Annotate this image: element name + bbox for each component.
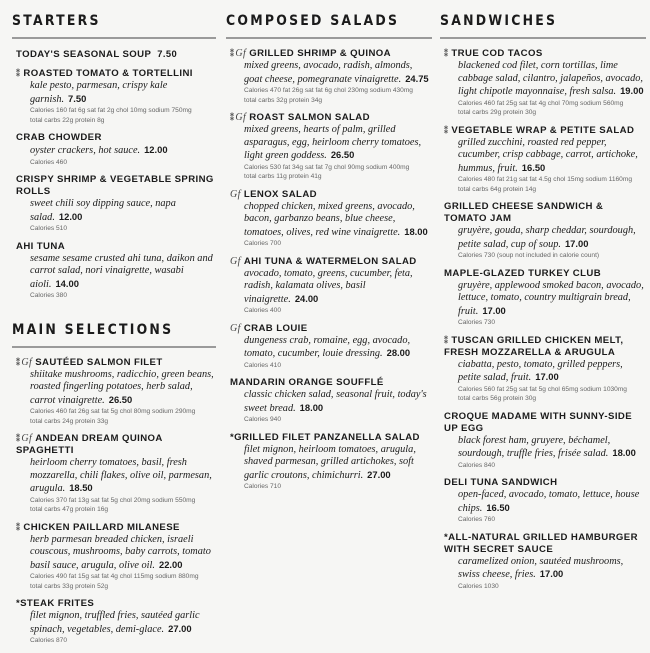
column-middle — [226, 12, 432, 499]
item-description — [444, 556, 646, 582]
item-name — [444, 477, 646, 489]
item-nutrition: Calories 510 — [30, 225, 68, 232]
item-price: 17.00 — [482, 304, 506, 316]
item-description — [444, 489, 646, 515]
item-nutrition: Calories 940 — [244, 416, 282, 423]
item-price: 17.00 — [564, 237, 589, 249]
item-description — [16, 80, 216, 106]
item-description — [230, 124, 432, 163]
item-name — [230, 377, 432, 389]
menu-item — [12, 48, 216, 61]
item-description-text: filet mignon, truffled fries, sautéed garlic spinach, vegetables, demi-glace. — [30, 610, 200, 635]
item-price: 18.00 — [612, 447, 636, 458]
item-description-text: kale pesto, parmesan, crispy kale garnish. — [30, 80, 168, 105]
gluten-free-icon: Gf — [230, 322, 241, 334]
item-name — [230, 189, 432, 201]
item-name — [16, 68, 216, 80]
gluten-free-icon: Gf — [230, 188, 241, 200]
item-name-text: TODAY'S SEASONAL SOUP — [16, 49, 152, 60]
item-description — [16, 610, 216, 636]
item-description-text: dungeness crab, romaine, egg, avocado, tomato, cucumber, louie dressing. — [244, 334, 411, 359]
item-nutrition: Calories 530 fat 34g sat fat 7g chol 90mg sodium 400mg — [244, 163, 410, 171]
item-description — [230, 389, 432, 415]
menu-item — [12, 357, 216, 427]
item-description-text: oyster crackers, hot sauce. — [30, 145, 141, 156]
item-name — [16, 48, 216, 61]
item-price: 17.00 — [535, 371, 559, 382]
item-name — [230, 112, 432, 124]
item-description — [16, 369, 216, 408]
menu-item — [226, 432, 432, 492]
item-description-text: avocado, tomato, greens, cucumber, feta, radish, kalamata olives, basil vinaigrette. — [244, 267, 413, 305]
item-name-text: AHI TUNA & WATERMELON SALAD — [243, 255, 417, 267]
item-markers — [16, 68, 21, 80]
menu-item — [12, 68, 216, 125]
item-nutrition: Calories 380 — [30, 292, 68, 299]
item-markers — [444, 48, 449, 60]
item-description — [230, 335, 432, 361]
item-description — [230, 444, 432, 483]
item-nutrition: total carbs 33g protein 52g — [30, 582, 109, 590]
item-nutrition: Calories 700 — [244, 240, 282, 247]
item-nutrition: total carbs 11g protein 41g — [244, 173, 322, 180]
item-name-text: TRUE COD TACOS — [451, 48, 543, 59]
item-markers — [230, 189, 242, 201]
item-name — [16, 357, 216, 369]
item-name-text: CRISPY SHRIMP & VEGETABLE SPRING ROLLS — [16, 174, 214, 197]
item-nutrition: Calories 410 — [244, 361, 282, 369]
item-name — [444, 48, 646, 60]
item-nutrition: total carbs 64g protein 14g — [458, 185, 537, 193]
item-price: 18.00 — [299, 401, 324, 413]
gluten-free-icon: Gf — [21, 433, 33, 444]
item-markers — [16, 433, 33, 445]
section-divider — [12, 37, 216, 39]
item-description-text: gruyère, applewood smoked bacon, avocado, lettuce, tomato, country multigrain bread, fruit. — [458, 279, 644, 317]
item-description — [444, 137, 646, 176]
item-name-text: *GRILLED FILET PANZANELLA SALAD — [230, 431, 420, 443]
wine-pairing-icon: ⁑ — [230, 113, 235, 122]
item-name — [16, 132, 216, 144]
item-nutrition: Calories 730 — [458, 319, 496, 326]
item-description-text: mixed greens, hearts of palm, grilled asparagus, egg, heirloom cherry tomatoes, light green goddess. — [244, 124, 422, 161]
menu-item — [12, 598, 216, 646]
section-title: MAIN SELECTIONS — [12, 321, 174, 338]
item-description-text: chopped chicken, mixed greens, avocado, bacon, garbanzo beans, blue cheese, tomatoes, olives, red wine vinaigrette. — [244, 200, 415, 238]
item-name-text: ROAST SALMON SALAD — [249, 112, 370, 123]
item-description — [16, 198, 216, 224]
wine-pairing-icon: ⁑ — [16, 434, 21, 443]
item-price: 16.50 — [521, 161, 546, 173]
item-name-text: CHICKEN PAILLARD MILANESE — [23, 521, 180, 533]
menu-section-composed-salads — [226, 12, 432, 492]
column-right — [440, 12, 646, 598]
wine-pairing-icon: ⁑ — [230, 49, 235, 58]
item-nutrition: total carbs 24g protein 33g — [30, 417, 109, 425]
section-divider — [226, 37, 432, 39]
item-markers — [444, 125, 449, 137]
item-name-text: MANDARIN ORANGE SOUFFLÉ — [230, 377, 384, 388]
section-divider — [12, 346, 216, 348]
wine-pairing-icon: ⁑ — [16, 522, 21, 532]
menu-item — [226, 112, 432, 182]
item-description-text: herb parmesan breaded chicken, israeli couscous, mushrooms, baby carrots, tomato basil sauce, arugula, olive oil. — [30, 533, 211, 571]
menu-item — [440, 125, 646, 195]
item-description — [444, 359, 646, 385]
item-name — [444, 125, 646, 137]
item-nutrition: total carbs 47g protein 16g — [30, 506, 109, 513]
item-name-text: LENOX SALAD — [243, 188, 317, 200]
section-title: SANDWICHES — [440, 13, 558, 29]
wine-pairing-icon: ⁑ — [444, 335, 449, 345]
item-name-text: CRAB LOUIE — [243, 322, 308, 334]
item-description — [16, 144, 216, 158]
menu-item — [440, 477, 646, 525]
item-nutrition: Calories 760 — [458, 516, 496, 523]
item-description — [230, 201, 432, 240]
item-description — [230, 268, 432, 307]
section-title: COMPOSED SALADS — [226, 13, 400, 29]
item-price: 16.50 — [486, 501, 510, 513]
item-description-text: filet mignon, heirloom tomatoes, arugula, shaved parmesan, grilled artichokes, soft garlic croutons, chimichurri. — [244, 443, 416, 481]
item-nutrition: Calories 470 fat 26g sat fat 6g chol 230mg sodium 430mg — [244, 87, 413, 94]
item-markers — [230, 256, 242, 268]
menu-item — [440, 268, 646, 328]
item-description-text: classic chicken salad, seasonal fruit, today's sweet bread. — [244, 389, 427, 414]
item-price: 27.00 — [168, 622, 192, 634]
item-nutrition: Calories 840 — [458, 461, 496, 469]
item-name-text: ROASTED TOMATO & TORTELLINI — [23, 68, 193, 79]
item-name — [16, 433, 216, 457]
item-name — [444, 335, 646, 359]
item-price: 7.50 — [157, 48, 178, 59]
item-nutrition: Calories 460 fat 26g sat fat 5g chol 80mg sodium 290mg — [30, 408, 196, 415]
menu-item — [440, 335, 646, 404]
gluten-free-icon: Gf — [235, 48, 247, 59]
item-nutrition: Calories 460 — [30, 158, 68, 166]
menu-item — [12, 174, 216, 234]
wine-pairing-icon: ⁑ — [16, 357, 21, 367]
item-price: 14.00 — [55, 277, 79, 289]
item-nutrition: Calories 490 fat 15g sat fat 4g chol 115mg sodium 880mg — [30, 573, 199, 580]
item-markers — [16, 357, 33, 369]
gluten-free-icon: Gf — [235, 112, 247, 123]
menu-item — [226, 377, 432, 425]
item-nutrition: total carbs 32g protein 34g — [244, 96, 323, 104]
menu-item — [440, 532, 646, 592]
item-description-text: sweet chili soy dipping sauce, napa salad. — [30, 198, 176, 223]
item-name-text: MAPLE-GLAZED TURKEY CLUB — [444, 267, 602, 279]
section-divider — [440, 37, 646, 39]
menu-item — [226, 256, 432, 316]
item-nutrition: Calories 370 fat 13g sat fat 5g chol 20mg sodium 550mg — [30, 496, 196, 504]
menu-item — [12, 522, 216, 592]
item-description-text: black forest ham, gruyere, béchamel, sourdough, truffle fries, frisée salad. — [458, 434, 611, 459]
item-nutrition: Calories 1030 — [458, 582, 499, 590]
item-name-text: ANDEAN DREAM QUINOA SPAGHETTI — [16, 433, 163, 456]
item-description-text: caramelized onion, sautéed mushrooms, swiss cheese, fries. — [458, 555, 624, 580]
item-name-text: CROQUE MADAME WITH SUNNY-SIDE UP EGG — [444, 410, 633, 434]
item-name-text: VEGETABLE WRAP & PETITE SALAD — [451, 124, 635, 136]
item-description-text: heirloom cherry tomatoes, basil, fresh mozzarella, chili flakes, olive oil, parmesan, arugula. — [30, 457, 212, 494]
item-price: 18.50 — [69, 482, 93, 493]
item-price: 17.00 — [539, 568, 564, 579]
item-nutrition: Calories 730 (soup not included in calorie count) — [458, 252, 600, 259]
item-name-text: *STEAK FRITES — [16, 598, 95, 609]
menu-item — [12, 433, 216, 515]
item-nutrition: total carbs 29g protein 30g — [458, 109, 537, 116]
menu-item — [226, 323, 432, 371]
item-description — [16, 253, 216, 292]
item-description — [444, 225, 646, 251]
item-description-text: ciabatta, pesto, tomato, grilled peppers, petite salad, fruit. — [458, 358, 623, 383]
item-markers — [230, 323, 242, 335]
menu-item — [440, 48, 646, 118]
item-name — [444, 268, 646, 280]
item-description-text: gruyère, gouda, sharp cheddar, sourdough, petite salad, cup of soup. — [458, 225, 636, 250]
item-markers — [230, 112, 247, 124]
section-title: STARTERS — [12, 13, 101, 29]
item-description-text: open-faced, avocado, tomato, lettuce, house chips. — [458, 489, 640, 514]
item-name — [16, 598, 216, 610]
item-name-text: *ALL-NATURAL GRILLED HAMBURGER WITH SECRET SAUCE — [444, 531, 638, 555]
item-description — [16, 457, 216, 496]
item-nutrition: Calories 460 fat 25g sat fat 4g chol 70mg sodium 560mg — [458, 99, 624, 107]
item-price: 12.00 — [58, 210, 83, 222]
item-name-text: TUSCAN GRILLED CHICKEN MELT, FRESH MOZZARELLA & ARUGULA — [444, 334, 624, 358]
menu-item — [440, 201, 646, 261]
wine-pairing-icon: ⁑ — [444, 125, 449, 135]
item-nutrition: Calories 710 — [244, 483, 282, 490]
item-description-text: sesame sesame crusted ahi tuna, daikon and carrot salad, nori vinaigrette, wasabi aioli. — [30, 252, 213, 290]
menu-section-starters — [12, 12, 216, 301]
item-markers — [230, 48, 247, 60]
item-price: 12.00 — [144, 144, 168, 155]
item-name-text: SAUTÉED SALMON FILET — [35, 356, 163, 368]
item-price: 27.00 — [367, 468, 391, 480]
item-description — [230, 60, 432, 86]
item-name-text: CRAB CHOWDER — [16, 132, 102, 143]
item-name-text: DELI TUNA SANDWICH — [444, 477, 558, 488]
gluten-free-icon: Gf — [230, 255, 241, 267]
item-price: 19.00 — [620, 85, 644, 96]
menu-item — [12, 132, 216, 167]
menu-item — [12, 241, 216, 301]
item-description — [444, 280, 646, 319]
item-price: 28.00 — [386, 347, 411, 358]
item-name — [230, 432, 432, 444]
item-name — [444, 532, 646, 556]
item-name — [16, 241, 216, 253]
item-description-text: blackened cod filet, corn tortillas, lime cabbage salad, cilantro, jalapeños, avocado, light chipotle mayonnaise, fresh salsa. — [458, 60, 643, 97]
item-name-text: GRILLED CHEESE SANDWICH & TOMATO JAM — [444, 201, 604, 224]
column-left — [12, 12, 216, 653]
item-nutrition: Calories 400 — [244, 307, 282, 314]
item-nutrition: total carbs 22g protein 8g — [30, 116, 105, 124]
item-nutrition: Calories 160 fat 6g sat fat 2g chol 10mg sodium 750mg — [30, 107, 192, 114]
menu-item — [226, 48, 432, 105]
item-name — [230, 323, 432, 335]
item-name — [16, 174, 216, 198]
item-price: 7.50 — [68, 92, 87, 104]
item-nutrition: Calories 560 fat 25g sat fat 5g chol 65mg sodium 1030mg — [458, 385, 627, 393]
item-description-text: grilled zucchini, roasted red pepper, cucumber, crisp cabbage, carrot, artichoke, hummus, fruit. — [458, 136, 638, 174]
item-name — [230, 256, 432, 268]
wine-pairing-icon: ⁑ — [16, 69, 21, 78]
item-name-text: GRILLED SHRIMP & QUINOA — [249, 48, 391, 59]
item-nutrition: total carbs 56g protein 30g — [458, 395, 537, 402]
gluten-free-icon: Gf — [21, 356, 33, 368]
item-description — [444, 435, 646, 461]
item-nutrition: Calories 480 fat 21g sat fat 4.5g chol 15mg sodium 1160mg — [458, 176, 632, 183]
item-price: 18.00 — [404, 225, 428, 237]
item-markers — [16, 522, 21, 534]
item-price: 22.00 — [158, 558, 183, 570]
item-nutrition: Calories 870 — [30, 637, 68, 644]
item-name — [16, 522, 216, 534]
item-description — [16, 534, 216, 573]
item-price: 24.00 — [294, 292, 319, 304]
item-price: 26.50 — [108, 393, 133, 405]
item-markers — [444, 335, 449, 347]
menu-item — [440, 411, 646, 471]
menu-section-sandwiches — [440, 12, 646, 591]
item-description-text: shiitake mushrooms, radicchio, green beans, roasted fingerling potatoes, herb salad, carrot vinaigrette. — [30, 368, 214, 406]
item-name — [444, 411, 646, 435]
menu-item — [226, 189, 432, 249]
menu-section-main-selections — [12, 321, 216, 646]
item-description-text: mixed greens, avocado, radish, almonds, goat cheese, pomegranate vinaigrette. — [244, 60, 413, 85]
item-name-text: AHI TUNA — [16, 240, 66, 252]
item-name — [230, 48, 432, 60]
item-price: 26.50 — [330, 149, 355, 160]
item-price: 24.75 — [405, 72, 429, 84]
item-name — [444, 201, 646, 225]
item-description — [444, 60, 646, 99]
wine-pairing-icon: ⁑ — [444, 49, 449, 58]
